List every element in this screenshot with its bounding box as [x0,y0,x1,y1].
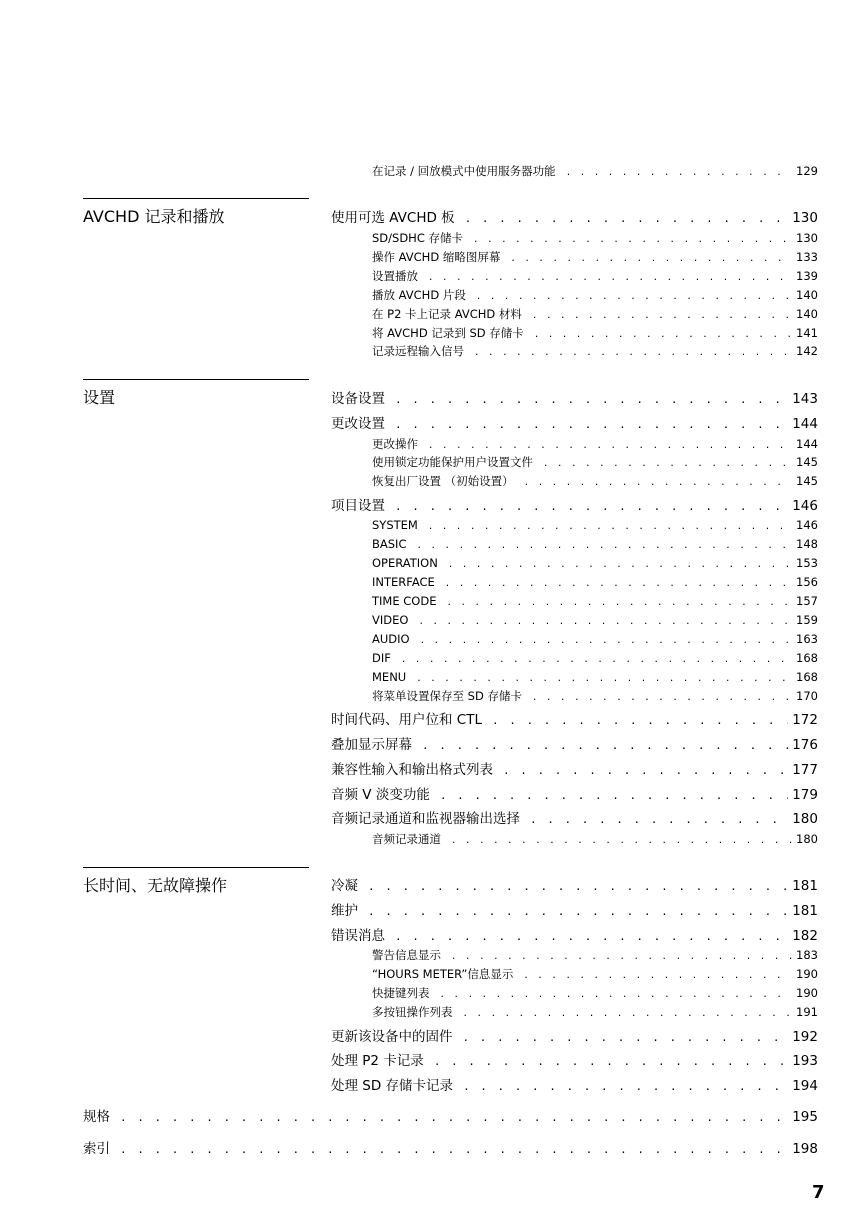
leader-dots [395,928,788,946]
toc-page: 181 [792,903,818,919]
toc-page: 130 [796,231,818,245]
toc-page: 190 [796,967,818,981]
leader-dots [446,596,792,611]
toc-page: 129 [796,164,818,178]
toc-page: 140 [796,307,818,321]
toc-entry[interactable] [372,1005,818,1022]
toc-page: 140 [796,288,818,302]
toc-entry[interactable] [331,902,818,921]
toc-label: “HOURS METER”信息显示 [372,967,514,981]
toc-label: 操作 AVCHD 缩略图屏幕 [372,250,501,264]
section-title-avchd: AVCHD 记录和播放 [83,207,225,226]
toc-page: 145 [796,455,818,469]
toc-label: 恢复出厂设置 （初始设置） [372,474,514,488]
toc-page: 172 [792,712,818,728]
leader-dots [368,878,788,896]
toc-entry[interactable] [83,1140,818,1159]
toc-label: DIF [372,651,391,665]
leader-dots [434,1053,788,1071]
toc-label: 警告信息显示 [372,948,441,962]
toc-page: 143 [792,391,818,407]
toc-page: 179 [792,787,818,803]
toc-entry[interactable] [331,927,818,946]
toc-entry[interactable] [372,651,818,668]
toc-label: 多按钮操作列表 [372,1005,453,1019]
leader-dots [428,439,792,454]
leader-dots [523,969,792,984]
toc-entry[interactable] [331,390,818,409]
leader-dots [395,498,788,516]
leader-dots [492,712,788,730]
leader-dots [416,672,792,687]
toc-entry[interactable] [372,344,818,361]
toc-entry[interactable] [331,711,818,730]
section-divider [83,379,309,380]
toc-label: MENU [372,670,407,684]
section-title-settings: 设置 [83,388,116,407]
toc-page: 176 [792,737,818,753]
leader-dots [428,271,792,286]
toc-entry[interactable] [372,326,818,343]
toc-page: 156 [796,575,818,589]
toc-page: 141 [796,326,818,340]
toc-entry[interactable] [372,613,818,630]
leader-dots [463,1007,793,1022]
toc-entry[interactable] [372,632,818,649]
leader-dots [476,290,792,305]
toc-entry[interactable] [372,231,818,248]
toc-label: 在 P2 卡上记录 AVCHD 材料 [372,307,522,321]
leader-dots [416,539,792,554]
toc-label: 叠加显示屏幕 [331,737,412,753]
toc-label: 记录远程输入信号 [372,344,464,358]
leader-dots [465,210,789,228]
leader-dots [524,476,792,491]
leader-dots [422,737,788,755]
toc-page: 168 [796,670,818,684]
leader-dots [463,1029,789,1047]
toc-label: 时间代码、用户位和 CTL [331,712,482,728]
leader-dots [474,346,792,361]
page-number: 7 [812,1182,825,1203]
toc-entry[interactable] [372,269,818,286]
toc-label: OPERATION [372,556,438,570]
toc-page: 133 [796,250,818,264]
toc-page: 195 [792,1109,818,1125]
toc-page: 193 [792,1053,818,1069]
toc-label: 更新该设备中的固件 [331,1029,453,1045]
toc-label: 更改操作 [372,437,418,451]
toc-label: 规格 [83,1109,110,1125]
leader-dots [368,903,788,921]
toc-entry[interactable] [372,250,818,267]
toc-label: 音频记录通道和监视器输出选择 [331,811,520,827]
toc-page: 130 [792,210,818,226]
leader-dots [428,520,792,535]
toc-label: 快捷键列表 [372,986,430,1000]
toc-page: 146 [796,518,818,532]
toc-entry[interactable] [331,415,818,434]
toc-entry[interactable] [331,1028,818,1047]
toc-label: 使用可选 AVCHD 板 [331,210,455,226]
toc-entry[interactable] [372,518,818,535]
toc-entry[interactable] [372,967,818,984]
toc-label: 项目设置 [331,498,385,514]
toc-entry[interactable] [331,786,818,805]
leader-dots [445,577,792,592]
toc-page: 139 [796,269,818,283]
toc-label: 处理 SD 存储卡记录 [331,1078,454,1094]
leader-dots [418,615,792,630]
leader-dots [566,166,792,181]
leader-dots [448,558,792,573]
toc-label: 将 AVCHD 记录到 SD 存储卡 [372,326,524,340]
leader-dots [532,309,792,324]
toc-entry[interactable] [372,556,818,573]
toc-label: 设备设置 [331,391,385,407]
toc-page: 183 [796,948,818,962]
toc-entry[interactable] [331,1052,818,1071]
toc-label: 音频记录通道 [372,832,441,846]
toc-page: 153 [796,556,818,570]
leader-dots [420,634,792,649]
toc-entry[interactable] [372,575,818,592]
toc-page: 191 [796,1005,818,1019]
toc-entry[interactable] [331,736,818,755]
toc-page: 168 [796,651,818,665]
toc-entry[interactable] [372,288,818,305]
toc-label: INTERFACE [372,575,435,589]
leader-dots [543,457,792,472]
toc-page: 194 [792,1078,818,1094]
toc-label: 冷凝 [331,878,358,894]
toc-page: 180 [796,832,818,846]
toc-page: 159 [796,613,818,627]
toc-page: 146 [792,498,818,514]
section-divider [83,198,309,199]
leader-dots [120,1109,788,1127]
toc-label: 错误消息 [331,928,385,944]
toc-label: SD/SDHC 存储卡 [372,231,464,245]
toc-page: 181 [792,878,818,894]
toc-page: 177 [792,762,818,778]
toc-label: 兼容性输入和输出格式列表 [331,762,493,778]
toc-entry[interactable] [83,1108,818,1127]
leader-dots [532,691,792,706]
toc-entry[interactable] [331,497,818,516]
toc-entry[interactable] [331,209,818,228]
toc-label: 将菜单设置保存至 SD 存储卡 [372,689,522,703]
toc-entry[interactable] [372,948,818,965]
toc-label: 音频 V 淡变功能 [331,787,430,803]
leader-dots [451,950,792,965]
toc-entry[interactable] [331,810,818,829]
leader-dots [440,988,793,1003]
leader-dots [440,787,788,805]
toc-entry[interactable] [372,689,818,706]
toc-label: VIDEO [372,613,409,627]
toc-label: 设置播放 [372,269,418,283]
toc-entry[interactable] [331,1077,818,1096]
toc-page: 148 [796,537,818,551]
toc-entry[interactable] [372,986,818,1003]
toc-label: SYSTEM [372,518,418,532]
toc-label: AUDIO [372,632,410,646]
leader-dots [451,834,792,849]
toc-entry[interactable] [331,877,818,896]
leader-dots [395,416,788,434]
toc-label: 播放 AVCHD 片段 [372,288,466,302]
toc-entry[interactable] [372,537,818,554]
leader-dots [530,811,788,829]
toc-label: BASIC [372,537,407,551]
toc-entry[interactable] [372,670,818,687]
toc-page: 182 [792,928,818,944]
toc-page: 198 [792,1141,818,1157]
toc-label: 处理 P2 卡记录 [331,1053,424,1069]
toc-page: 157 [796,594,818,608]
toc-entry[interactable] [372,455,818,472]
toc-label: 更改设置 [331,416,385,432]
toc-label: 在记录 / 回放模式中使用服务器功能 [372,164,556,178]
toc-entry[interactable] [372,307,818,324]
leader-dots [473,233,792,248]
toc-label: TIME CODE [372,594,437,608]
leader-dots [401,653,792,668]
toc-page: 190 [796,986,818,1000]
toc-entry[interactable] [372,474,818,491]
toc-page: 170 [796,689,818,703]
toc-entry[interactable] [372,164,818,181]
leader-dots [510,252,792,267]
leader-dots [534,328,792,343]
leader-dots [395,391,788,409]
toc-entry[interactable] [372,594,818,611]
toc-page: 144 [796,437,818,451]
section-title-longterm: 长时间、无故障操作 [83,876,228,895]
toc-page: 142 [796,344,818,358]
leader-dots [463,1078,788,1096]
toc-page: 144 [792,416,818,432]
leader-dots [120,1141,788,1159]
toc-page: 192 [792,1029,818,1045]
toc-page: 180 [792,811,818,827]
toc-page: 145 [796,474,818,488]
toc-page: 163 [796,632,818,646]
toc-label: 索引 [83,1141,110,1157]
toc-entry[interactable] [372,832,818,849]
toc-label: 使用锁定功能保护用户设置文件 [372,455,533,469]
leader-dots [503,762,788,780]
toc-entry[interactable] [331,761,818,780]
toc-entry[interactable] [372,437,818,454]
section-divider [83,867,309,868]
toc-label: 维护 [331,903,358,919]
